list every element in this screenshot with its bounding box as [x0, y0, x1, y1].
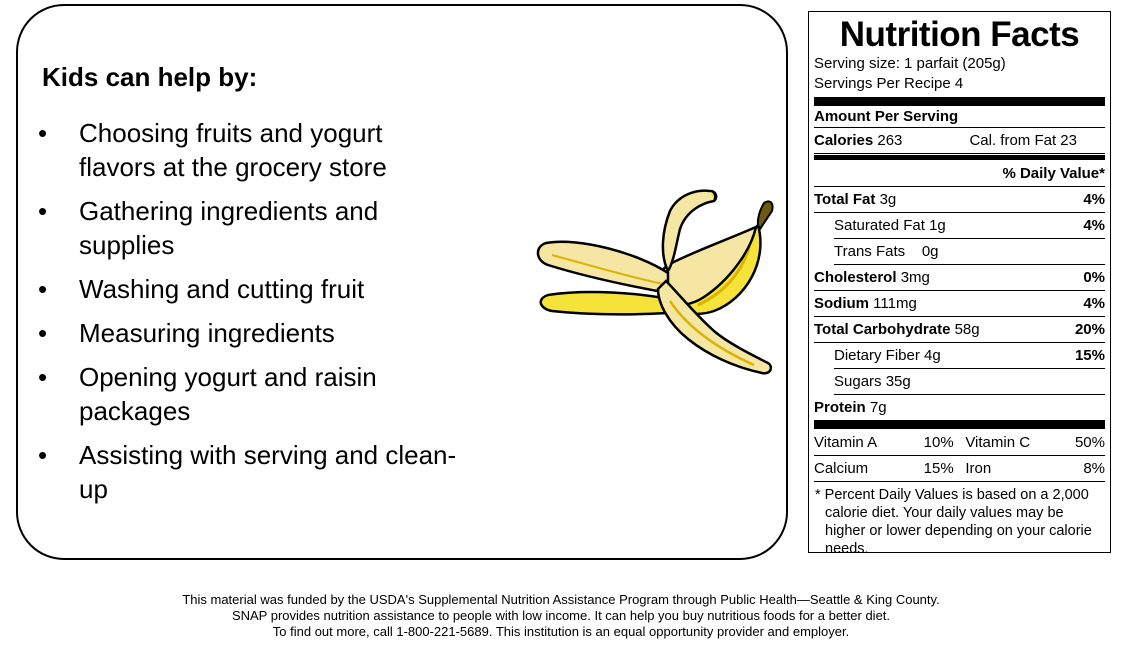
calories-value: 263 [877, 132, 903, 149]
list-item-text: Opening yogurt and raisin packages [79, 362, 377, 426]
bullet-icon: • [38, 118, 48, 148]
list-item [18, 438, 459, 506]
nutrient-amount: 111mg [873, 295, 917, 312]
vitamin-c-value: 50% [1074, 434, 1105, 451]
nutrient-amount: 7g [869, 399, 887, 416]
calories-from-fat: Cal. from Fat 23 [969, 132, 1077, 149]
divider [814, 155, 1105, 160]
iron-value: 8% [1083, 460, 1105, 477]
calcium-label: Calcium [814, 460, 869, 477]
nutrient-label: Total Fat [814, 191, 876, 208]
nutrient-label: Trans Fats [834, 243, 906, 260]
daily-value-header: % Daily Value* [814, 161, 1105, 187]
nutrient-label: Protein [814, 399, 866, 416]
list-item [18, 116, 459, 184]
saturated-fat-row [834, 213, 1105, 239]
list-item-text: Assisting with serving and clean-up [79, 440, 457, 504]
daily-value-footnote: * Percent Daily Values is based on a 2,000 calorie diet. Your daily values may be higher or lower depending on your calorie needs. [815, 487, 1092, 557]
servings-per-recipe: Servings Per Recipe 4 [814, 75, 964, 92]
total-carbohydrate-row [814, 317, 1105, 343]
nutrient-label: Sugars [834, 373, 882, 390]
divider [814, 420, 1105, 429]
nutrient-dv: 20% [1074, 321, 1105, 338]
nutrient-amount: 35g [885, 373, 911, 390]
total-fat-row [814, 187, 1105, 213]
amount-per-serving: Amount Per Serving [814, 107, 1105, 128]
kids-help-title: Kids can help by: [42, 62, 258, 92]
trans-fats-row [834, 239, 1105, 265]
nutrient-amount: 1g [929, 217, 946, 234]
bullet-icon: • [38, 362, 48, 392]
bullet-icon: • [38, 196, 48, 226]
nutrient-amount: 3g [879, 191, 897, 208]
iron-label: Iron [965, 460, 992, 477]
nutrient-dv: 4% [1083, 295, 1105, 312]
list-item-text: Measuring ingredients [79, 318, 335, 348]
nutrition-facts-label [808, 11, 1111, 557]
nutrient-label: Sodium [814, 295, 869, 312]
bullet-icon: • [38, 440, 48, 470]
sugars-row [834, 369, 1105, 395]
list-item [18, 194, 459, 262]
footer-line: SNAP provides nutrition assistance to people with low income. It can help you buy nutritious foods for a better diet. [231, 608, 891, 623]
dietary-fiber-row [834, 343, 1105, 369]
nutrient-dv: 0% [1083, 269, 1105, 286]
calories-label: Calories [814, 132, 874, 149]
nutrient-amount: 4g [924, 347, 941, 364]
vitamin-a-label: Vitamin A [814, 434, 878, 451]
calcium-value: 15% [923, 460, 954, 477]
sodium-row [814, 291, 1105, 317]
minerals-row [814, 456, 1105, 482]
nutrient-label: Dietary Fiber [834, 347, 920, 364]
nutrient-label: Cholesterol [814, 269, 897, 286]
nutrient-amount: 58g [954, 321, 980, 338]
funding-footer [0, 592, 1122, 640]
nutrient-amount: 3mg [900, 269, 930, 286]
footer-line: This material was funded by the USDA's Supplemental Nutrition Assistance Program through Public Health—Seattle & King County. [182, 592, 940, 607]
nutrition-facts-title: Nutrition Facts [839, 15, 1080, 54]
footer-line: To find out more, call 1-800-221-5689. This institution is an equal opportunity provider and employer. [272, 624, 850, 639]
nutrient-label: Saturated Fat [834, 217, 925, 234]
vitamin-a-value: 10% [923, 434, 954, 451]
vitamin-c-label: Vitamin C [965, 434, 1031, 451]
kids-help-list [18, 116, 459, 516]
list-item-text: Washing and cutting fruit [79, 274, 365, 304]
cholesterol-row [814, 265, 1105, 291]
nutrient-dv: 4% [1083, 191, 1105, 208]
list-item [18, 316, 459, 350]
banana-illustration [518, 181, 778, 381]
calories-row [814, 128, 1105, 154]
nutrient-dv: 15% [1074, 347, 1105, 364]
kids-help-card [16, 4, 788, 560]
list-item-text: Choosing fruits and yogurt flavors at the grocery store [79, 118, 387, 182]
serving-size: Serving size: 1 parfait (205g) [814, 55, 1006, 72]
nutrient-amount: 0g [921, 243, 939, 260]
nutrient-dv: 4% [1083, 217, 1105, 234]
protein-row [814, 395, 1105, 420]
list-item-text: Gathering ingredients and supplies [79, 196, 379, 260]
list-item [18, 360, 459, 428]
bullet-icon: • [38, 274, 48, 304]
divider [814, 97, 1105, 106]
bullet-icon: • [38, 318, 48, 348]
nutrient-label: Total Carbohydrate [814, 321, 951, 338]
vitamins-row [814, 430, 1105, 456]
list-item [18, 272, 459, 306]
